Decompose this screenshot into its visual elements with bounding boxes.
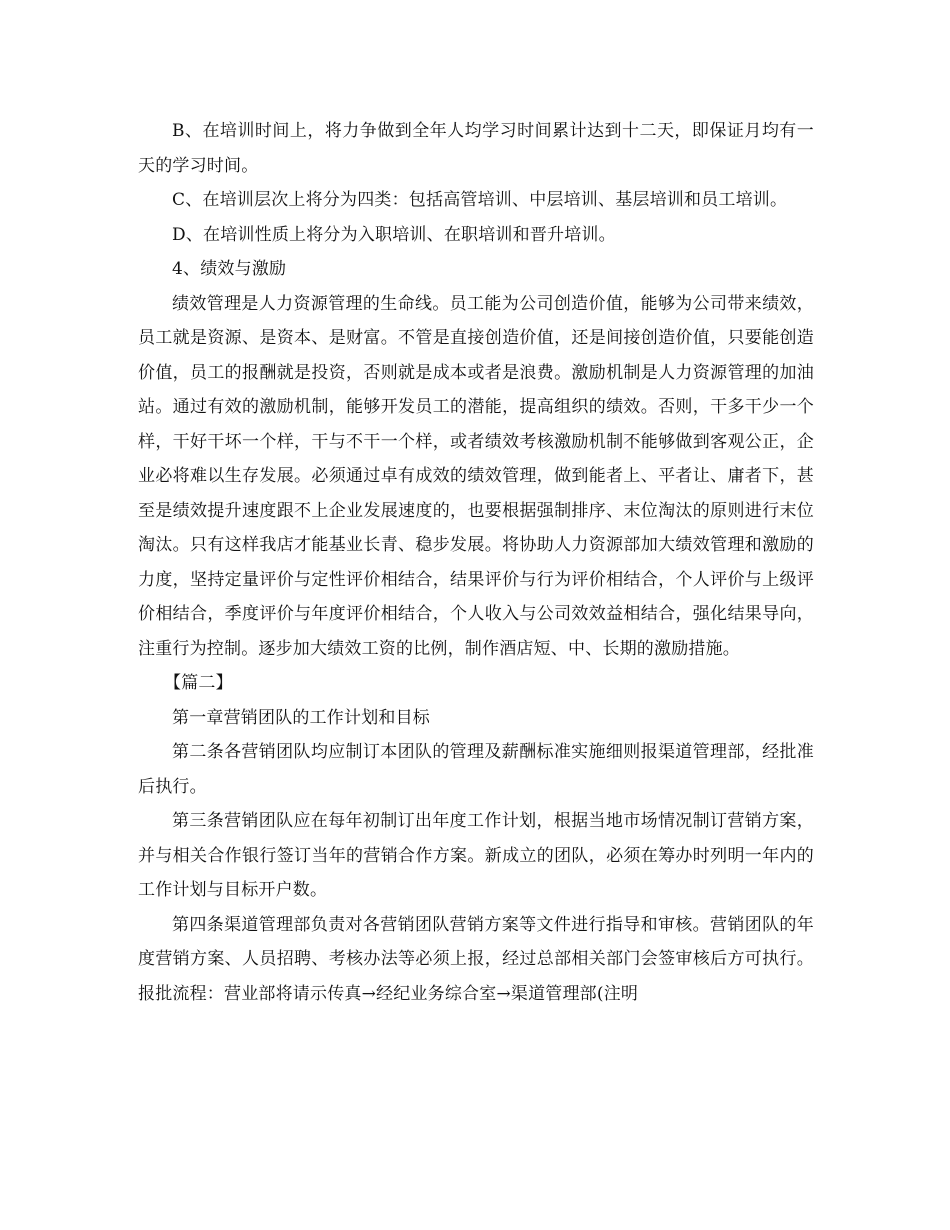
paragraph-training-levels: C、在培训层次上将分为四类：包括高管培训、中层培训、基层培训和员工培训。 bbox=[172, 190, 788, 210]
paragraph-training-time: B、在培训时间上，将力争做到全年人均学习时间累计达到十二天，即保证月均有一天的学习时间。 bbox=[138, 121, 814, 176]
paragraph-performance: 绩效管理是人力资源管理的生命线。员工能为公司创造价值，能够为公司带来绩效，员工就是资源、是资本、是财富。不管是直接创造价值，还是间接创造价值，只要能创造价值，员工的报酬就是投资，否则就是成本或者是浪费。激励机制是人力资源管理的加油站。通过有效的激励机制，能够开发员工的潜能，提高组织的绩效。否则，干多干少一个样，干好干坏一个样，干与不干一个样，或者绩效考核激励机制不能够做到客观公正，企业必将难以生存发展。必须通过卓有成效的绩效管理，做到能者上、平者让、庸者下，甚至是绩效提升速度跟不上企业发展速度的，也要根据强制排序、末位淘汰的原则进行末位淘汰。只有这样我店才能基业长青、稳步发展。将协助人力资源部加大绩效管理和激励的力度，坚持定量评价与定性评价相结合，结果评价与行为评价相结合，个人评价与上级评价相结合，季度评价与年度评价相结合，个人收入与公司效效益相结合，强化结果导向，注重行为控制。逐步加大绩效工资的比例，制作酒店短、中、长期的激励措施。 bbox=[138, 293, 814, 659]
article-four: 第四条渠道管理部负责对各营销团队营销方案等文件进行指导和审核。营销团队的年度营销方案、人员招聘、考核办法等必须上报，经过总部相关部门会签审核后方可执行。报批流程：营业部将请示传真→经纪业务综合室→渠道管理部(注明 bbox=[138, 914, 814, 1004]
article-two: 第二条各营销团队均应制订本团队的管理及薪酬标准实施细则报渠道管理部，经批准后执行。 bbox=[138, 742, 814, 797]
part-heading: 【篇二】 bbox=[164, 673, 233, 693]
section-heading-performance: 4、绩效与激励 bbox=[172, 259, 287, 279]
article-three: 第三条营销团队应在每年初制订出年度工作计划，根据当地市场情况制订营销方案，并与相关合作银行签订当年的营销合作方案。新成立的团队，必须在筹办时列明一年内的工作计划与目标开户数。 bbox=[138, 811, 814, 900]
document-page bbox=[138, 114, 814, 1011]
chapter-heading: 第一章营销团队的工作计划和目标 bbox=[172, 707, 430, 728]
paragraph-training-types: D、在培训性质上将分为入职培训、在职培训和晋升培训。 bbox=[172, 224, 616, 245]
